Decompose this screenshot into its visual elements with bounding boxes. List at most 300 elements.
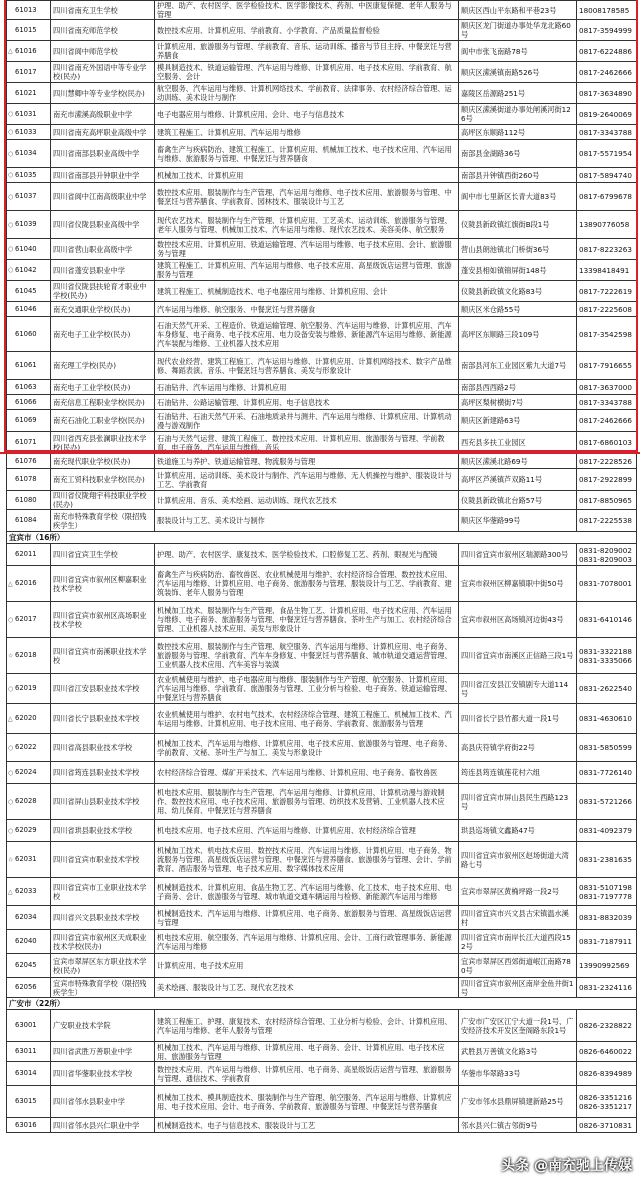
school-name: 四川省长宁县职业技术学校 [51, 704, 155, 734]
school-phone: 0831-7187911 [577, 930, 637, 954]
school-code-cell [7, 491, 51, 510]
school-code: 61035 [15, 170, 37, 179]
school-phone: 0817-2228526 [577, 454, 637, 469]
school-code: 61045 [15, 286, 37, 295]
school-name: 南充电子工业学校(民办) [51, 380, 155, 395]
school-majors: 建筑工程施工、护理、康复技术、农村经济综合管理、工业分析与检验、会计、计算机应用、汽车运用与维修、老年人服务与管理 [155, 1010, 459, 1042]
school-name: 南充电子工业学校(民办) [51, 317, 155, 352]
school-phone: 0817-8223263 [577, 239, 637, 260]
school-name: 四川省筠连县职业技术学校 [51, 762, 155, 784]
school-name: 四川省屏山县职业技术学校 [51, 784, 155, 820]
school-phone: 0817-3637000 [577, 380, 637, 395]
school-code-cell [7, 410, 51, 432]
school-name: 广安职业技术学院 [51, 1010, 155, 1042]
table-row [7, 395, 637, 410]
school-code: 62019 [15, 684, 37, 692]
school-code: 62033 [15, 887, 37, 895]
school-code: 62016 [15, 579, 37, 587]
school-address: 宜宾市翠屏区黄桷坪路一段2号 [459, 878, 577, 906]
school-majors: 机械加工技术、汽车运用与维修、计算机应用、电子技术应用、旅游服务与管理、电子商务、学前教育、文秘、茶叶生产与加工、美发与形象设计 [155, 734, 459, 762]
school-code-cell [7, 41, 51, 62]
school-code-cell [7, 317, 51, 352]
school-phone: 0817-2225538 [577, 510, 637, 532]
school-code: 61066 [15, 397, 37, 406]
school-phone: 18008178585 [577, 1, 637, 20]
table-row [7, 62, 637, 83]
school-address: 四川省江安县江安镇剧专大道114号 [459, 674, 577, 704]
table-row [7, 20, 637, 41]
school-code-cell [7, 906, 51, 930]
school-address: 仪陇县新政镇北台路57号 [459, 491, 577, 510]
table-row [7, 125, 637, 140]
school-majors: 农村经济综合管理、煤矿开采技术、汽车运用与维修、计算机应用、电子商务、畜牧兽医 [155, 762, 459, 784]
school-name: 四川省宜宾市叙州区柳嘉职业技术学校 [51, 566, 155, 602]
school-majors: 现代农业经营、建筑工程施工、汽车运用与维修、计算机应用、计算机网络技术、数字产品维修、舞蹈表演、音乐、中餐烹饪与营养膳食、美发与形象设计 [155, 352, 459, 380]
school-code-cell [7, 281, 51, 302]
school-phone: 13990992569 [577, 954, 637, 978]
school-phone: 0826-3351216 0826-3351217 [577, 1086, 637, 1118]
school-code-cell [7, 183, 51, 211]
school-name: 南充交通职业学校(民办) [51, 302, 155, 317]
school-name: 南充市潆溪高级职业中学 [51, 104, 155, 125]
school-phone: 0817-2462666 [577, 410, 637, 432]
school-address: 顺庆区潆溪北路69号 [459, 454, 577, 469]
school-phone: 0826-6460022 [577, 1042, 637, 1062]
school-name: 四川省阆中江南高级职业中学 [51, 183, 155, 211]
school-address: 南部县西西路2号 [459, 380, 577, 395]
school-name: 四川省南部县升钟职业中学 [51, 168, 155, 183]
school-grade-mark: △ [8, 715, 13, 722]
school-phone: 0831-4092379 [577, 820, 637, 842]
table-row [7, 183, 637, 211]
school-address: 顺庆区龙门街道办事处华龙北路60号 [459, 20, 577, 41]
school-phone: 0826-2328822 [577, 1010, 637, 1042]
school-code: 62020 [15, 714, 37, 722]
school-code-cell [7, 239, 51, 260]
school-code: 61013 [15, 5, 37, 14]
school-address: 顺庆区潆溪镇南路526号 [459, 62, 577, 83]
school-address: 顺庆区米仓路55号 [459, 302, 577, 317]
school-majors: 机电技术应用、服装制作与生产管理、汽车运用与维修、计算机应用、计算机动漫与游戏制作、数控技术应用、电子技术应用、旅游服务与管理、纺织技术及营销、工业机器人技术应用、幼儿保育、中餐烹饪与营养膳食 [155, 784, 459, 820]
school-table [6, 0, 637, 1133]
table-row [7, 734, 637, 762]
school-code: 62018 [15, 651, 37, 659]
school-grade-mark: △ [8, 888, 13, 895]
school-phone: 13398418491 [577, 260, 637, 281]
school-address: 广安市广安区江宁大道一段1号、广安经济技术开发区奎阁路东段1号 [459, 1010, 577, 1042]
school-code: 61033 [15, 127, 37, 136]
school-name: 四川省武胜万善职业中学 [51, 1042, 155, 1062]
table-row [7, 1042, 637, 1062]
school-code: 62034 [15, 913, 37, 921]
school-name: 四川省南充外国语中等专业学校(民办) [51, 62, 155, 83]
school-name: 四川省仪陇翔宇科技职业学校(民办) [51, 491, 155, 510]
school-address: 四川省长宁县竹都大道一段1号 [459, 704, 577, 734]
city-heading: 宜宾市（16所） [7, 532, 637, 544]
school-address: 珙县巡场镇文鑫路47号 [459, 820, 577, 842]
school-majors: 建筑工程施工、机械制造技术、电子电器应用与维修、计算机应用、会计 [155, 281, 459, 302]
school-phone: 0831-5107198 0831-7197778 [577, 878, 637, 906]
school-code-cell [7, 469, 51, 491]
school-code-cell [7, 454, 51, 469]
table-row [7, 454, 637, 469]
table-row [7, 674, 637, 704]
school-name: 四川省宜宾卫生学校 [51, 544, 155, 566]
school-code-cell [7, 930, 51, 954]
table-row [7, 380, 637, 395]
school-grade-mark: ○ [8, 128, 14, 136]
school-phone: 0817-8850965 [577, 491, 637, 510]
school-code: 63015 [15, 1097, 37, 1105]
school-code: 62029 [15, 826, 37, 834]
school-majors: 护理、助产、农村医学、康复技术、医学检验技术、口腔修复工艺、药剂、眼视光与配镜 [155, 544, 459, 566]
table-row [7, 317, 637, 352]
school-majors: 美术绘画、服装设计与工艺、现代农艺技术 [155, 978, 459, 998]
school-phone: 0831-3322188 0831-3335066 [577, 638, 637, 674]
school-address: 顺庆区华蓥路99号 [459, 510, 577, 532]
school-majors: 畜禽生产与疾病防治、建筑工程施工、计算机应用、机械加工技术、电子技术应用、汽车运用与维修、旅游服务与管理、中餐烹饪与营养膳食 [155, 140, 459, 168]
table-row [7, 1010, 637, 1042]
school-phone: 0831-2324116 [577, 978, 637, 998]
table-row [7, 1118, 637, 1133]
school-majors: 数控技术应用、服装制作与生产管理、汽车运用与维修、电子技术应用、旅游服务与管理、中餐烹饪与营养膳食、学前教育、园林技术、服装设计与工艺 [155, 183, 459, 211]
school-address: 筠连县筠连镇莲花村六组 [459, 762, 577, 784]
school-phone: 0831-2622540 [577, 674, 637, 704]
school-code: 62056 [15, 983, 37, 991]
school-code: 61061 [15, 361, 37, 369]
watermark: 头条 @南充驰上传媒 [501, 1158, 632, 1174]
school-phone: 0817-3343788 [577, 395, 637, 410]
school-grade-mark: ○ [8, 744, 14, 751]
school-majors: 铁道施工与养护、铁道运输管理、物流服务与管理 [155, 454, 459, 469]
school-address: 高坪区东顺路三段109号 [459, 317, 577, 352]
school-majors: 机电技术应用、电子技术应用、汽车运用与维修、计算机应用、农村经济综合管理 [155, 820, 459, 842]
school-address: 武胜县万善镇文化路3号 [459, 1042, 577, 1062]
school-phone: 0817-3343788 [577, 125, 637, 140]
school-grade-mark: ☆ [8, 856, 14, 863]
school-code: 62017 [15, 615, 37, 623]
school-code-cell [7, 20, 51, 41]
school-code-cell [7, 734, 51, 762]
school-grade-mark: ○ [8, 221, 14, 228]
school-phone: 0817-2462666 [577, 62, 637, 83]
school-code-cell [7, 638, 51, 674]
school-code-cell [7, 544, 51, 566]
school-code-cell [7, 104, 51, 125]
document-sheet [6, 0, 636, 1133]
school-name: 宜宾市翠屏区东方职业技术学校(民办) [51, 954, 155, 978]
school-grade-mark: ○ [8, 616, 14, 623]
school-code: 61076 [15, 456, 37, 465]
school-name: 四川省南部县职业高级中学 [51, 140, 155, 168]
table-row [7, 978, 637, 998]
table-row [7, 104, 637, 125]
school-code-cell [7, 83, 51, 104]
school-code-cell [7, 1118, 51, 1133]
school-code: 62024 [15, 768, 37, 776]
school-majors: 石油钻井、石油天然气开采、石油地质录井与测井、汽车运用与维修、计算机应用、计算机动漫与游戏制作 [155, 410, 459, 432]
table-row [7, 704, 637, 734]
school-name: 四川省宜宾市职业技术学校 [51, 842, 155, 878]
school-code: 61078 [15, 475, 37, 483]
table-row [7, 784, 637, 820]
school-phone: 0817-3594999 [577, 20, 637, 41]
table-row [7, 1086, 637, 1118]
school-name: 南充理工学校(民办) [51, 352, 155, 380]
school-address: 蓬安县相如镇锦屏街148号 [459, 260, 577, 281]
school-address: 四川省宜宾市南岸长江大道西段152号 [459, 930, 577, 954]
school-phone: 0826-3710831 [577, 1118, 637, 1133]
school-grade-mark: ○ [8, 266, 14, 274]
table-row [7, 566, 637, 602]
school-phone: 0817-6224886 [577, 41, 637, 62]
school-code-cell [7, 1062, 51, 1086]
school-phone: 0819-2640069 [577, 104, 637, 125]
school-majors: 机械制造技术、电子与信息技术、服装设计与工艺 [155, 1118, 459, 1133]
school-address: 宜宾市叙州区柳嘉镇职中街50号 [459, 566, 577, 602]
school-name: 四川省珙县职业技术学校 [51, 820, 155, 842]
school-majors: 计算机应用、音乐、美术绘画、运动训练、现代农艺技术 [155, 491, 459, 510]
school-name: 四川省南充师范学校 [51, 20, 155, 41]
highlight-divider [0, 452, 640, 454]
school-majors: 计算机应用、旅游服务与管理、学前教育、音乐、运动训练、播音与节目主持、中餐烹饪与营养膳食 [155, 41, 459, 62]
table-row [7, 211, 637, 239]
school-code: 63001 [15, 1021, 37, 1029]
school-name: 四川省阆中师范学校 [51, 41, 155, 62]
school-majors: 汽车运用与维修、航空服务、中餐烹饪与营养膳食 [155, 302, 459, 317]
school-code-cell [7, 302, 51, 317]
school-grade-mark: ○ [8, 798, 14, 805]
school-majors: 机械制造技术、计算机应用、食品生物工艺、汽车运用与维修、化工技术、电子技术应用、电子商务、会计、旅游服务与管理、城市轨道交通车辆运用与检修、新能源汽车运用与维修 [155, 878, 459, 906]
school-address: 四川省宜宾市兴文县古宋镇温水溪村 [459, 906, 577, 930]
school-code-cell [7, 762, 51, 784]
school-majors: 护理、助产、农村医学、医学检验技术、医学影像技术、药剂、中医康复保健、老年人服务与管理 [155, 1, 459, 20]
school-majors: 数控技术应用、服装制作与生产管理、航空服务、汽车运用与维修、计算机应用、电子商务、旅游服务与管理、学前教育、汽车车身修复、中餐烹饪与营养膳食、城市轨道交通运营管理、工业机器人技术应用、汽车美容与装潢 [155, 638, 459, 674]
school-grade-mark: ○ [8, 193, 14, 200]
school-phone: 0817-7916655 [577, 352, 637, 380]
school-name: 四川省蓬安县职业中学 [51, 260, 155, 281]
school-majors: 建筑工程施工、计算机应用、汽车运用与维修 [155, 125, 459, 140]
city-heading: 广安市（22所） [7, 998, 637, 1010]
table-row [7, 410, 637, 432]
school-majors: 模具制造技术、铁道运输管理、汽车运用与维修、计算机应用、电子技术应用、学前教育、航空服务、会计 [155, 62, 459, 83]
school-majors: 数控技术应用、汽车运用与维修、计算机应用、电子商务、高星级饭店运营与管理、旅游服务与管理、通信技术、学前教育 [155, 1062, 459, 1086]
school-majors: 农业机械使用与维护、电子电器应用与维修、服装制作与生产管理、航空服务、计算机应用、汽车运用与维修、学前教育、旅游服务与管理、工业分析与检验、电子商务、铁道运输管理、中餐烹饪与营养膳食 [155, 674, 459, 704]
school-name: 四川慧卿中等专业学校(民办) [51, 83, 155, 104]
school-phone: 0831-8832039 [577, 906, 637, 930]
table-row [7, 281, 637, 302]
school-address: 仪陇县新政镇文化路83号 [459, 281, 577, 302]
school-phone: 13890776058 [577, 211, 637, 239]
school-address: 阆中市七里新区长青大道83号 [459, 183, 577, 211]
school-code-cell [7, 380, 51, 395]
school-majors: 航空服务、汽车运用与维修、计算机网络技术、学前教育、法律事务、农村经济综合管理、运动训练、美术设计与制作 [155, 83, 459, 104]
table-row [7, 906, 637, 930]
school-code-cell [7, 602, 51, 638]
school-phone: 0817-6799678 [577, 183, 637, 211]
school-address: 嘉陵区岳源路251号 [459, 83, 577, 104]
school-majors: 服装设计与工艺、美术设计与制作 [155, 510, 459, 532]
school-code: 61040 [15, 244, 37, 253]
school-code-cell [7, 878, 51, 906]
school-address: 顺庆区西山平东路和平巷23号 [459, 1, 577, 20]
school-code: 61034 [15, 149, 37, 157]
school-code: 61031 [15, 109, 37, 118]
table-row [7, 432, 637, 454]
table-row [7, 140, 637, 168]
table-row [7, 1062, 637, 1086]
table-row [7, 352, 637, 380]
table-row [7, 878, 637, 906]
school-name: 四川省宜宾市叙州区高场职业技术学校 [51, 602, 155, 638]
school-majors: 石油天然气开采、工程造价、铁道运输管理、航空服务、汽车运用与维修、计算机应用、汽车车身修复、电子商务、电子技术应用、电力设备安装与维修、新能源汽车运用与维修、新能源汽车装配与维修、工业机器人技术应用 [155, 317, 459, 352]
school-majors: 数控技术应用、计算机应用、学前教育、小学教育、产品质量监督检验 [155, 20, 459, 41]
school-address: 高坪区芦溪镇芦双路11号 [459, 469, 577, 491]
school-code: 62040 [15, 937, 37, 945]
school-name: 四川省兴文县职业技术学校 [51, 906, 155, 930]
school-majors: 计算机应用、运动训练、美术设计与制作、汽车运用与维修、无人机操控与维护、服装设计与工艺、学前教育 [155, 469, 459, 491]
table-row [7, 638, 637, 674]
school-code-cell [7, 510, 51, 532]
school-grade-mark: ○ [8, 150, 14, 157]
school-code-cell [7, 1010, 51, 1042]
school-address: 高坪区梨树横街7号 [459, 395, 577, 410]
school-majors: 机械加工技术、汽车运用与维修、计算机应用、电子商务、会计、计算机应用、电子技术应用、旅游服务与管理 [155, 1042, 459, 1062]
school-address: 营山县朗池镇北门桥街36号 [459, 239, 577, 260]
school-code-cell [7, 842, 51, 878]
school-name: 四川省营山职业高级中学 [51, 239, 155, 260]
school-phone: 0817-6860103 [577, 432, 637, 454]
school-majors: 机械加工技术、机电技术应用、数控技术应用、汽车运用与维修、计算机应用、电子商务、物流服务与管理、高星级饭店运营与管理、中餐烹饪与营养膳食、旅游服务与管理、会计、学前教育、酒店服务与管理、电子技术应用、数字媒体技术应用 [155, 842, 459, 878]
school-code: 61046 [15, 304, 37, 313]
school-majors: 机械加工技术、服装制作与生产管理、食品生物工艺、计算机应用、电子技术应用、汽车运用与维修、电子商务、旅游服务与管理、中餐烹饪与营养膳食、茶叶生产与加工、农村经济综合管理、工业机器人技术应用、美发与形象设计 [155, 602, 459, 638]
school-phone: 0831-6410146 [577, 602, 637, 638]
school-code-cell [7, 820, 51, 842]
school-name: 宜宾市特殊教育学校（限招残疾学生） [51, 978, 155, 998]
school-majors: 机械加工技术、计算机应用 [155, 168, 459, 183]
school-code: 62022 [15, 743, 37, 751]
school-code: 62028 [15, 797, 37, 805]
school-address: 南部县河东工业园区紫九大道7号 [459, 352, 577, 380]
school-code: 61017 [15, 67, 37, 76]
school-code-cell [7, 674, 51, 704]
school-code-cell [7, 125, 51, 140]
school-phone: 0831-7078001 [577, 566, 637, 602]
school-majors: 石油钻井、公路运输管理、计算机应用、电子信息技术 [155, 395, 459, 410]
city-heading-row [7, 998, 637, 1010]
school-majors: 石油钻井、汽车运用与维修、计算机应用 [155, 380, 459, 395]
school-code: 61084 [15, 516, 37, 524]
school-address: 南部县升钟镇西街260号 [459, 168, 577, 183]
school-name: 四川省宜宾市叙州区天成职业技术学校(民办) [51, 930, 155, 954]
school-name: 四川省高县职业技术学校 [51, 734, 155, 762]
table-row [7, 820, 637, 842]
school-phone: 0817-3542598 [577, 317, 637, 352]
table-row [7, 491, 637, 510]
school-code-cell [7, 211, 51, 239]
school-code: 61037 [15, 192, 37, 200]
school-name: 四川省江安县职业技术学校 [51, 674, 155, 704]
school-phone: 0831-5721266 [577, 784, 637, 820]
school-name: 四川省邻水县兴仁职业中学 [51, 1118, 155, 1133]
school-code: 62045 [15, 961, 37, 969]
school-address: 华蓥市华翠路33号 [459, 1062, 577, 1086]
school-code: 61016 [15, 46, 37, 55]
school-majors: 机械制造技术、汽车运用与维修、计算机应用、电子商务、旅游服务与管理、高星级饭店运营与管理 [155, 906, 459, 930]
table-row [7, 260, 637, 281]
school-majors: 机械加工技术、模具制造技术、服装制作与生产管理、航空服务、汽车运用与维修、计算机应用、电子技术应用、会计、电子商务、学前教育、旅游服务与管理、中餐烹饪与营养膳食 [155, 1086, 459, 1118]
school-grade-mark: ○ [8, 171, 14, 179]
school-address: 邻水县兴仁镇古邻街9号 [459, 1118, 577, 1133]
school-phone: 0831-5850599 [577, 734, 637, 762]
table-row [7, 469, 637, 491]
school-address: 四川省宜宾市屏山县民生西路123号 [459, 784, 577, 820]
school-address: 四川省宜宾市南溪区正信路三段1号 [459, 638, 577, 674]
school-code: 61080 [15, 495, 37, 504]
school-code: 61021 [15, 88, 37, 97]
table-row [7, 83, 637, 104]
school-address: 仪陇县新政镇红旗街B段1号 [459, 211, 577, 239]
school-code: 61063 [15, 382, 37, 391]
school-code-cell [7, 704, 51, 734]
school-code-cell [7, 168, 51, 183]
school-name: 四川省南充卫生学校 [51, 1, 155, 20]
school-code: 61042 [15, 265, 37, 274]
school-address: 宜宾市叙州区高场镇河边街43号 [459, 602, 577, 638]
school-grade-mark: ○ [8, 769, 14, 776]
school-code: 63014 [15, 1069, 37, 1077]
school-address: 西充县多扶工业园区 [459, 432, 577, 454]
school-phone: 0817-5894740 [577, 168, 637, 183]
school-phone: 0826-8394989 [577, 1062, 637, 1086]
school-name: 四川省宜宾市南溪职业技术学校 [51, 638, 155, 674]
school-code: 61060 [15, 329, 37, 338]
school-majors: 农业机械使用与维护、农村电气技术、农村经济综合管理、建筑工程施工、机械加工技术、汽车运用与维修、计算机应用、电子技术应用、电子商务、学前教育、旅游服务与管理 [155, 704, 459, 734]
school-code: 62031 [15, 855, 37, 863]
school-code-cell [7, 395, 51, 410]
school-address: 高坪区东顺路112号 [459, 125, 577, 140]
school-phone: 0831-7726140 [577, 762, 637, 784]
school-majors: 畜禽生产与疾病防治、畜牧兽医、农业机械使用与维护、农村经济综合管理、数控技术应用、汽车运用与维修、计算机应用、电子商务、旅游服务与管理、服装设计与工艺、学前教育、建筑装饰、老年人服务与管理 [155, 566, 459, 602]
table-row [7, 762, 637, 784]
school-grade-mark: ☆ [8, 652, 14, 659]
school-code-cell [7, 978, 51, 998]
school-code: 61039 [15, 220, 37, 228]
table-row [7, 1, 637, 20]
school-address: 阆中市张飞南路78号 [459, 41, 577, 62]
school-code-cell [7, 352, 51, 380]
school-phone: 0831-8209002 0831-8209003 [577, 544, 637, 566]
school-code: 61071 [15, 438, 37, 446]
table-row [7, 510, 637, 532]
school-phone: 0817-2922899 [577, 469, 637, 491]
school-code-cell [7, 1, 51, 20]
table-row [7, 239, 637, 260]
school-code-cell [7, 432, 51, 454]
school-address: 四川省宜宾市叙州区瑞源路300号 [459, 544, 577, 566]
school-majors: 现代农艺技术、服装制作与生产管理、计算机应用、工艺美术、运动训练、旅游服务与管理、老年人服务与管理、机械加工技术、汽车运用与维修、现代农艺技术、美容美体、航空服务 [155, 211, 459, 239]
school-phone: 0817-7222619 [577, 281, 637, 302]
school-majors: 计算机应用、电子技术应用 [155, 954, 459, 978]
school-name: 南充信息工程职业学校(民办) [51, 395, 155, 410]
school-name: 四川省华蓥职业技术学校 [51, 1062, 155, 1086]
table-row [7, 41, 637, 62]
school-grade-mark: △ [8, 47, 13, 55]
school-address: 顺庆区新建路63号 [459, 410, 577, 432]
school-address: 高县庆符镇学府街22号 [459, 734, 577, 762]
school-phone: 0817-2225608 [577, 302, 637, 317]
school-grade-mark: ○ [8, 245, 14, 253]
